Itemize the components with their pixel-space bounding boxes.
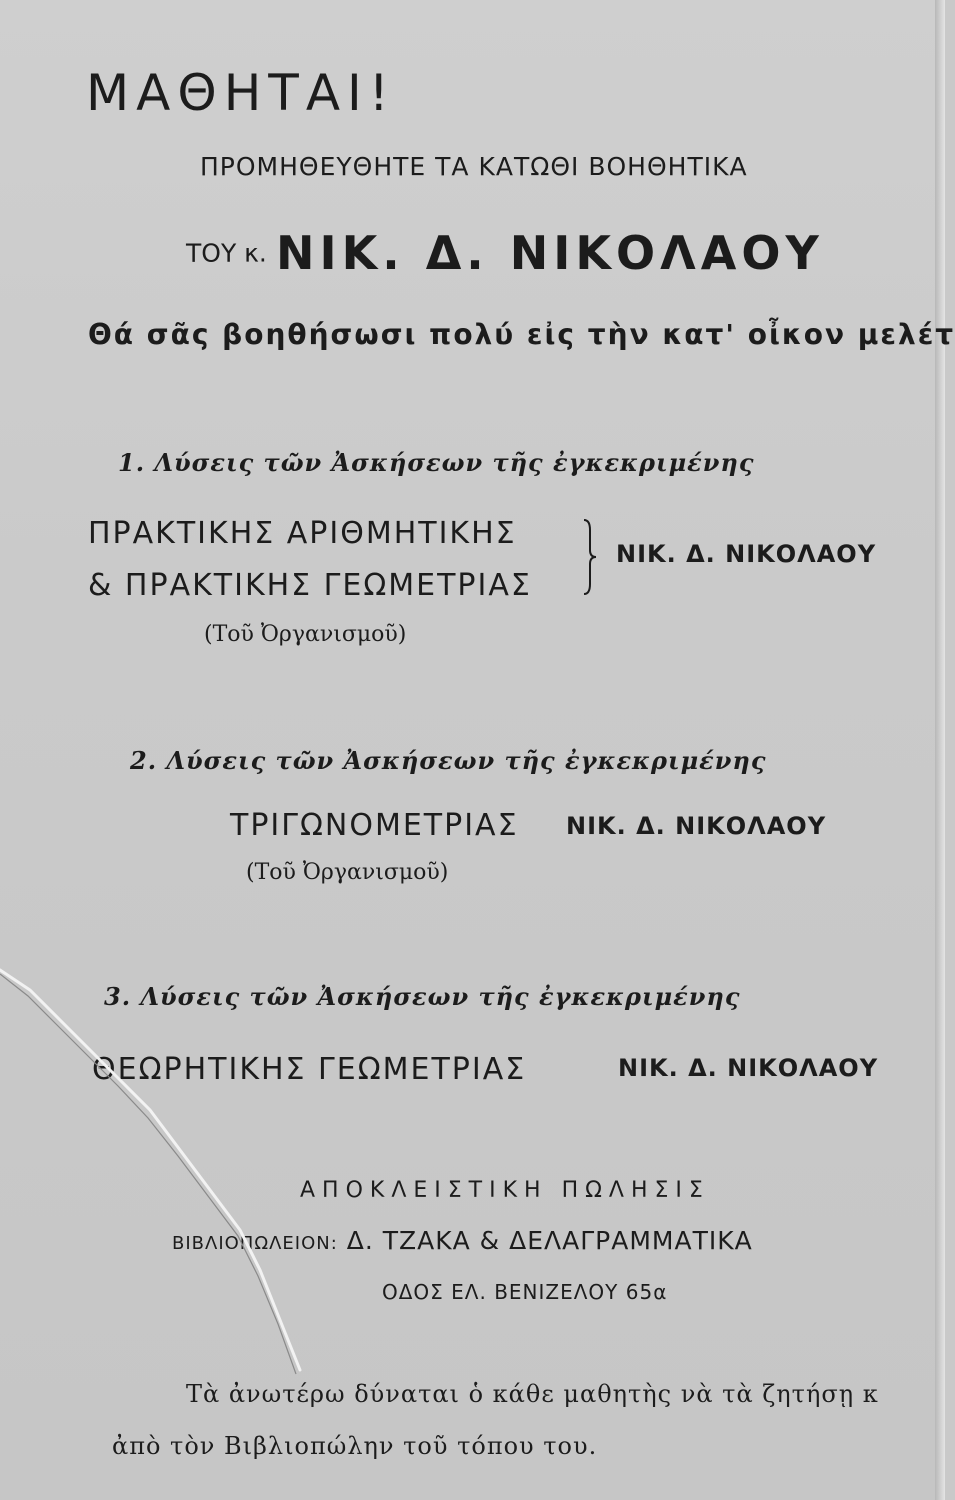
bookshop-label: ΒΙΒΛΙΟΠΩΛΕΙΟΝ: [172,1233,338,1254]
author-name: ΝΙΚ. Δ. ΝΙΚΟΛΑΟΥ [275,226,824,280]
bookshop-name: Δ. ΤΖΑΚΑ & ΔΕΛΑΓΡΑΜΜΑΤΙΚΑ [346,1226,753,1255]
footer-line-2: ἀπὸ τὸν Βιβλιοπώλην τοῦ τόπου του. [112,1432,598,1460]
paper-tear [0,960,320,1380]
promo-line: ΠΡΟΜΗΘΕΥΘΗΤΕ ΤΑ ΚΑΤΩΘΙ ΒΟΗΘΗΤΙΚΑ [200,152,748,181]
exclusive-sale: ΑΠΟΚΛΕΙΣΤΙΚΗ ΠΩΛΗΣΙΣ [300,1178,710,1203]
item-1-subject-2: & ΠΡΑΚΤΙΚΗΣ ΓΕΩΜΕΤΡΙΑΣ [88,568,532,603]
item-3-subject: ΘΕΩΡΗΤΙΚΗΣ ΓΕΩΜΕΤΡΙΑΣ [92,1052,527,1087]
item-2-author: ΝΙΚ. Δ. ΝΙΚΟΛΑΟΥ [566,812,827,840]
item-3-heading: 3. Λύσεις τῶν Ἀσκήσεων τῆς ἐγκεκριμένης [104,982,741,1011]
footer-line-1: Τὰ ἀνωτέρω δύναται ὁ κάθε μαθητὴς νὰ τὰ ζητήσῃ κ [186,1380,879,1408]
item-2-subject: ΤΡΙΓΩΝΟΜΕΤΡΙΑΣ [230,808,519,843]
item-2-heading: 2. Λύσεις τῶν Ἀσκήσεων τῆς ἐγκεκριμένης [130,746,767,775]
author-prefix: ΤΟΥ κ. [186,238,267,268]
headline: ΜΑΘΗΤΑΙ! [86,64,396,122]
paper-edge [935,0,945,1500]
bookshop-address: ΟΔΟΣ ΕΛ. ΒΕΝΙΖΕΛΟΥ 65α [382,1280,668,1304]
brace-icon [582,518,598,596]
help-line: Θά σᾶς βοηθήσωσι πολύ εἰς τὴν κατ' οἶκον μελέτ [88,318,955,351]
item-1-publisher: (Τοῦ Ὀργανισμοῦ) [204,622,407,647]
item-2-publisher: (Τοῦ Ὀργανισμοῦ) [246,860,449,885]
author-line [186,226,824,280]
item-1-subject-1: ΠΡΑΚΤΙΚΗΣ ΑΡΙΘΜΗΤΙΚΗΣ [88,516,517,551]
item-1-heading: 1. Λύσεις τῶν Ἀσκήσεων τῆς ἐγκεκριμένης [118,448,755,477]
item-1-author: ΝΙΚ. Δ. ΝΙΚΟΛΑΟΥ [616,540,877,568]
item-3-author: ΝΙΚ. Δ. ΝΙΚΟΛΑΟΥ [618,1054,879,1082]
